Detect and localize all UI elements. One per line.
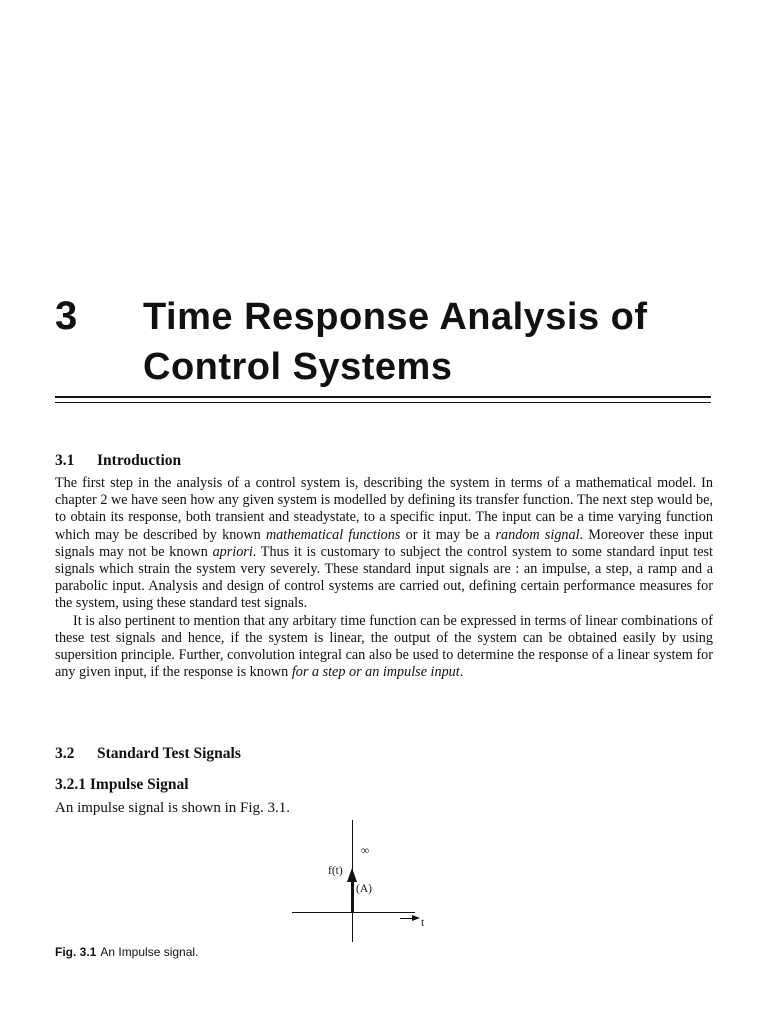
section-title: Introduction: [97, 452, 182, 469]
impulse-signal-text: An impulse signal is shown in Fig. 3.1.: [55, 800, 291, 816]
section-number: 3.2: [55, 745, 75, 762]
subsection-heading-impulse-signal: [55, 775, 189, 795]
amplitude-label: (A): [356, 883, 372, 895]
horizontal-axis: [292, 912, 415, 913]
section-number: 3.1: [55, 452, 75, 469]
paragraph-2: It is also pertinent to mention that any arbitary time function can be expressed in terms of linear combinations of these test signals and hence, if the system is linear, the output of the system can be obtained easily by using supersition principle. Further, convolution integral can also be used to determine the response of a linear system for any given input, if the response is known for a step or an impulse input.: [55, 612, 713, 681]
impulse-arrowhead: [347, 868, 357, 882]
t-axis-arrowhead: [412, 915, 420, 921]
caption-number: Fig. 3.1: [55, 945, 97, 959]
section-title: Standard Test Signals: [97, 745, 241, 762]
section-heading-standard-test-signals: [55, 744, 241, 764]
figure-caption: [55, 945, 198, 959]
caption-text: An Impulse signal.: [100, 945, 199, 959]
t-label: t: [421, 917, 425, 929]
chapter-title: Time Response Analysis of Control Systems: [143, 296, 648, 388]
chapter-rule: [55, 396, 711, 403]
impulse-signal-figure: [290, 812, 440, 947]
impulse-line: [351, 880, 354, 912]
chapter-number: 3: [55, 294, 78, 338]
section-heading-introduction: [55, 451, 181, 471]
infinity-label: ∞: [361, 845, 370, 857]
introduction-text: [55, 475, 713, 681]
ft-label: f(t): [328, 865, 343, 877]
subsection-title: Impulse Signal: [89, 776, 189, 793]
subsection-number: 3.2.1: [55, 776, 86, 793]
paragraph-1: The first step in the analysis of a control system is, describing the system in terms of a mathematical model. In chapter 2 we have seen how any given system is modelled by defining its transfer function. The next step would be, to obtain its response, both transient and steadystate, to a specific input. The input can be a time varying function which may be described by known mathematical functions or it may be a random signal. Moreover these input signals may not be known apriori. Thus it is customary to subject the control system to some standard input test signals which strain the system very severely. These standard input signals are : an impulse, a step, a ramp and a parabolic input. Analysis and design of control systems are carried out, defining certain performance measures for the system, using these standard test signals.: [55, 475, 713, 612]
